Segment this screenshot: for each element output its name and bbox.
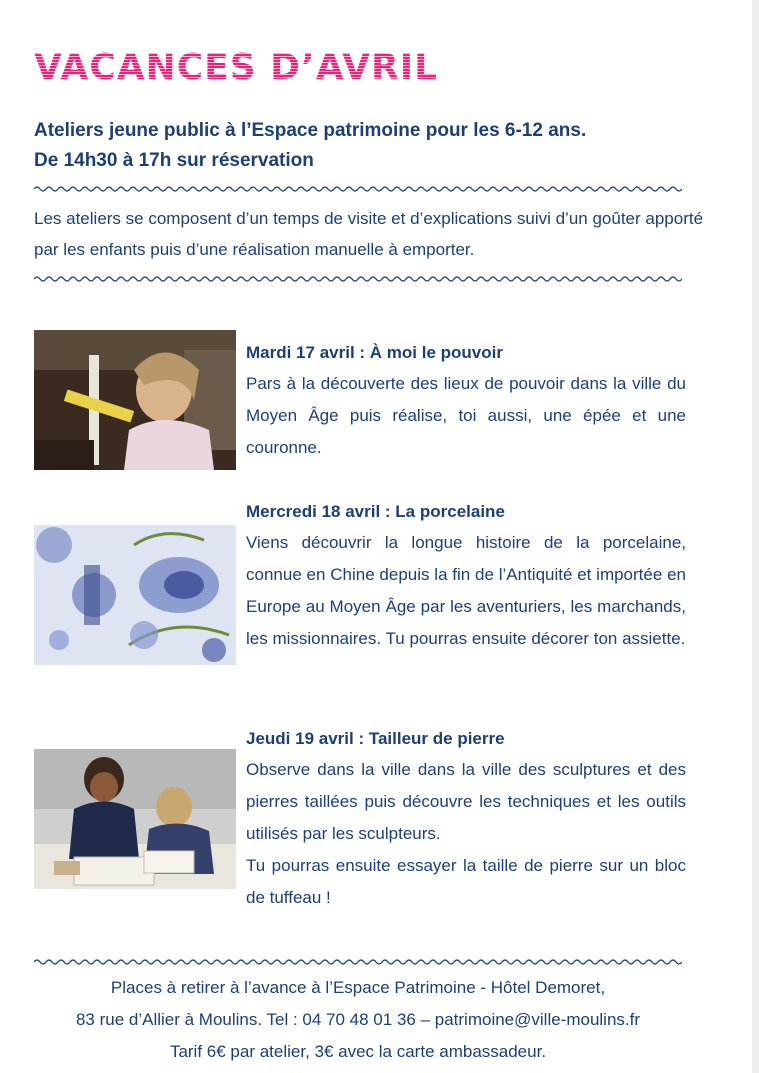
wave-divider-top — [34, 185, 682, 193]
workshop-3-description — [246, 754, 686, 914]
intro-text: Les ateliers se composent d’un temps de visite et d’explications suivi d’un goûter apporté par les enfants puis d’une réalisation manuelle à emporter. — [34, 209, 704, 259]
page-edge — [752, 0, 759, 1073]
wave-divider-bottom — [34, 958, 682, 966]
workshop-1-title: Mardi 17 avril : À moi le pouvoir — [246, 343, 503, 362]
workshop-3-description-1: Observe dans la ville dans la ville des sculptures et des pierres taillées puis découvre les techniques et les outils utilisés par les sculpteurs. — [246, 760, 686, 843]
workshop-2-photo — [34, 525, 236, 665]
workshop-2-text — [246, 497, 686, 655]
footer-line-1: Places à retirer à l’avance à l’Espace Patrimoine - Hôtel Demoret, — [110, 978, 606, 997]
workshop-1-text — [246, 338, 686, 464]
workshop-2-title: Mercredi 18 avril : La porcelaine — [246, 502, 505, 521]
workshop-3-description-2: Tu pourras ensuite essayer la taille de pierre sur un bloc de tuffeau ! — [246, 856, 686, 907]
subtitle — [34, 116, 734, 176]
footer-info — [34, 972, 682, 1068]
workshop-3-text — [246, 724, 686, 914]
workshop-3-photo — [34, 749, 236, 889]
workshop-1-description: Pars à la découverte des lieux de pouvoir dans la ville du Moyen Âge puis réalise, toi aussi, une épée et une couronne. — [246, 374, 686, 457]
page-title: VACANCES D’AVRIL — [34, 47, 439, 88]
workshop-1-photo — [34, 330, 236, 470]
footer-line-2: 83 rue d’Allier à Moulins. Tel : 04 70 48 01 36 – patrimoine@ville-moulins.fr — [75, 1010, 641, 1029]
footer-line-3: Tarif 6€ par atelier, 3€ avec la carte ambassadeur. — [169, 1042, 547, 1061]
wave-divider-middle — [34, 275, 682, 283]
subtitle-line-2: De 14h30 à 17h sur réservation — [34, 150, 314, 171]
workshop-2-description: Viens découvrir la longue histoire de la porcelaine, connue en Chine depuis la fin de l’Antiquité et importée en Europe au Moyen Âge par les aventuriers, les marchands, les missionnaires. Tu pourras ensuite décorer ton assiette. — [246, 533, 686, 648]
workshop-3-title: Jeudi 19 avril : Tailleur de pierre — [246, 729, 505, 748]
subtitle-line-1: Ateliers jeune public à l’Espace patrimoine pour les 6-12 ans. — [34, 120, 587, 141]
